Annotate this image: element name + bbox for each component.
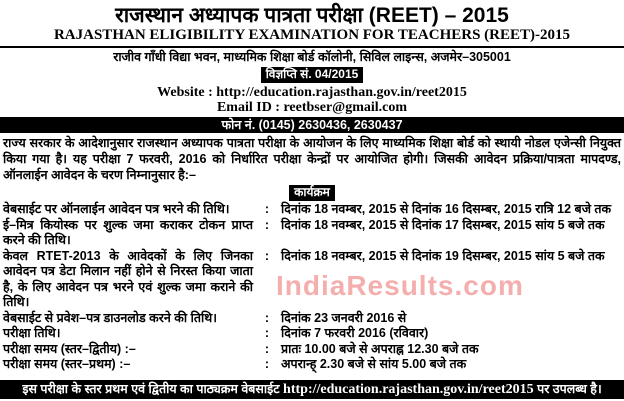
footer-url: http://education.rajasthan.gov.in/reet2015 bbox=[283, 382, 534, 397]
schedule-row-label: परीक्षा तिथि। bbox=[3, 326, 61, 340]
footer-text-before: इस परीक्षा के स्तर प्रथम एवं द्वितीय का पाठ्यक्रम वेबसाईट bbox=[22, 382, 280, 396]
schedule-row-separator: : bbox=[264, 341, 270, 356]
schedule-row bbox=[3, 342, 621, 358]
phone-bar: फोन नं. (0145) 2630436, 2630437 bbox=[0, 117, 624, 133]
schedule-table bbox=[0, 201, 624, 373]
website-url: http://education.rajasthan.gov.in/reet2015 bbox=[216, 85, 467, 100]
schedule-row-label: ई–मित्र कियोस्क पर शुल्क जमा कराकर टोकन प्राप्त करने की तिथि। bbox=[3, 217, 253, 247]
schedule-row bbox=[3, 357, 621, 373]
schedule-row-separator: : bbox=[264, 248, 270, 263]
schedule-row-label: वेबसाईट पर ऑनलाईन आवेदन पत्र भरने की तिथि। bbox=[3, 202, 230, 216]
schedule-row-separator: : bbox=[264, 357, 270, 371]
indiaresults-watermark: IndiaResults.com bbox=[276, 270, 524, 301]
schedule-row-value: दिनांक 7 फरवरी 2016 (रविवार) bbox=[281, 326, 429, 340]
email-line bbox=[0, 100, 624, 115]
schedule-row bbox=[3, 202, 621, 218]
schedule-row-separator: : bbox=[264, 310, 270, 325]
title-divider bbox=[0, 28, 624, 48]
schedule-row-value: अपरान्ह् 2.30 बजे से सांय 5.00 बजे तक bbox=[281, 357, 467, 371]
footer-bar bbox=[0, 380, 624, 399]
intro-paragraph: राज्य सरकार के आदेशानुसार राजस्थान अध्यापक पात्रता परीक्षा के आयोजन के लिए माध्यमिक शिक्षा बोर्ड को स्थायी नोडल एजेन्सी नियुक्त किया गया है। यह परीक्षा 7 फरवरी, 2016 को निर्धारित परीक्षा केन्द्रों पर आयोजित होगी। जिसकी आवेदन प्रक्रिया/पात्रता मापदण्ड, ऑनलाईन आवेदन के चरण निम्नानुसार है:– bbox=[3, 136, 621, 182]
website-line bbox=[0, 85, 624, 100]
schedule-row bbox=[3, 249, 621, 311]
page-title-english: RAJASTHAN ELIGIBILITY EXAMINATION FOR TEACHERS (REET)-2015 bbox=[53, 27, 571, 43]
notice-number-badge: विज्ञप्ति सं. 04/2015 bbox=[261, 67, 364, 83]
schedule-heading-wrap bbox=[0, 183, 624, 201]
footer-text-after: पर उपलब्ध है। bbox=[537, 382, 602, 396]
schedule-row-separator: : bbox=[264, 202, 270, 216]
schedule-row-value: प्रातः 10.00 बजे से अपराह्न 12.30 बजे तक bbox=[281, 341, 479, 356]
schedule-row bbox=[3, 311, 621, 327]
schedule-row-value: दिनांक 18 नवम्बर, 2015 से दिनांक 16 दिसम्बर, 2015 रात्रि 12 बजे तक bbox=[281, 202, 612, 216]
page-title: राजस्थान अध्यापक पात्रता परीक्षा (REET) – 2015 bbox=[115, 4, 509, 27]
schedule-row-value: दिनांक 23 जनवरी 2016 से bbox=[281, 310, 407, 325]
schedule-row-label: केवल RTET-2013 के आवेदकों के लिए जिनका आवेदन पत्र डेटा मिलान नहीं होने से निरस्त किया जाता है, के लिए आवेदन पत्र भरने एवं शुल्क जमा कराने की तिथि। bbox=[3, 248, 253, 309]
schedule-heading-badge: कार्यक्रम bbox=[289, 185, 335, 201]
schedule-row-separator: : bbox=[264, 326, 270, 340]
schedule-row-value: दिनांक 18 नवम्बर, 2015 से दिनांक 17 दिसम्बर, 2015 सांय 5 बजे तक bbox=[281, 217, 605, 232]
schedule-row-separator: : bbox=[264, 217, 270, 232]
website-label: Website : bbox=[157, 85, 213, 100]
email-label: Email ID : bbox=[216, 100, 280, 115]
email-address: reetbser@gmail.com bbox=[283, 100, 408, 115]
schedule-row-label: परीक्षा समय (स्तर–द्वितीय) :– bbox=[3, 341, 136, 356]
schedule-row bbox=[3, 326, 621, 342]
schedule-row-label: परीक्षा समय (स्तर–प्रथम) :– bbox=[3, 357, 131, 371]
schedule-row-label: वेबसाईट से प्रवेश–पत्र डाउनलोड करने की तिथि। bbox=[3, 310, 217, 325]
notice-number-wrap bbox=[0, 65, 624, 83]
board-address: राजीव गाँधी विद्या भवन, माध्यमिक शिक्षा बोर्ड कॉलोनी, सिविल लाइन्स, अजमेर–305001 bbox=[113, 50, 511, 64]
schedule-row-value: दिनांक 18 नवम्बर, 2015 से दिनांक 19 दिसम्बर, 2015 सांय 5 बजे तक bbox=[281, 248, 605, 263]
schedule-row bbox=[3, 218, 621, 249]
